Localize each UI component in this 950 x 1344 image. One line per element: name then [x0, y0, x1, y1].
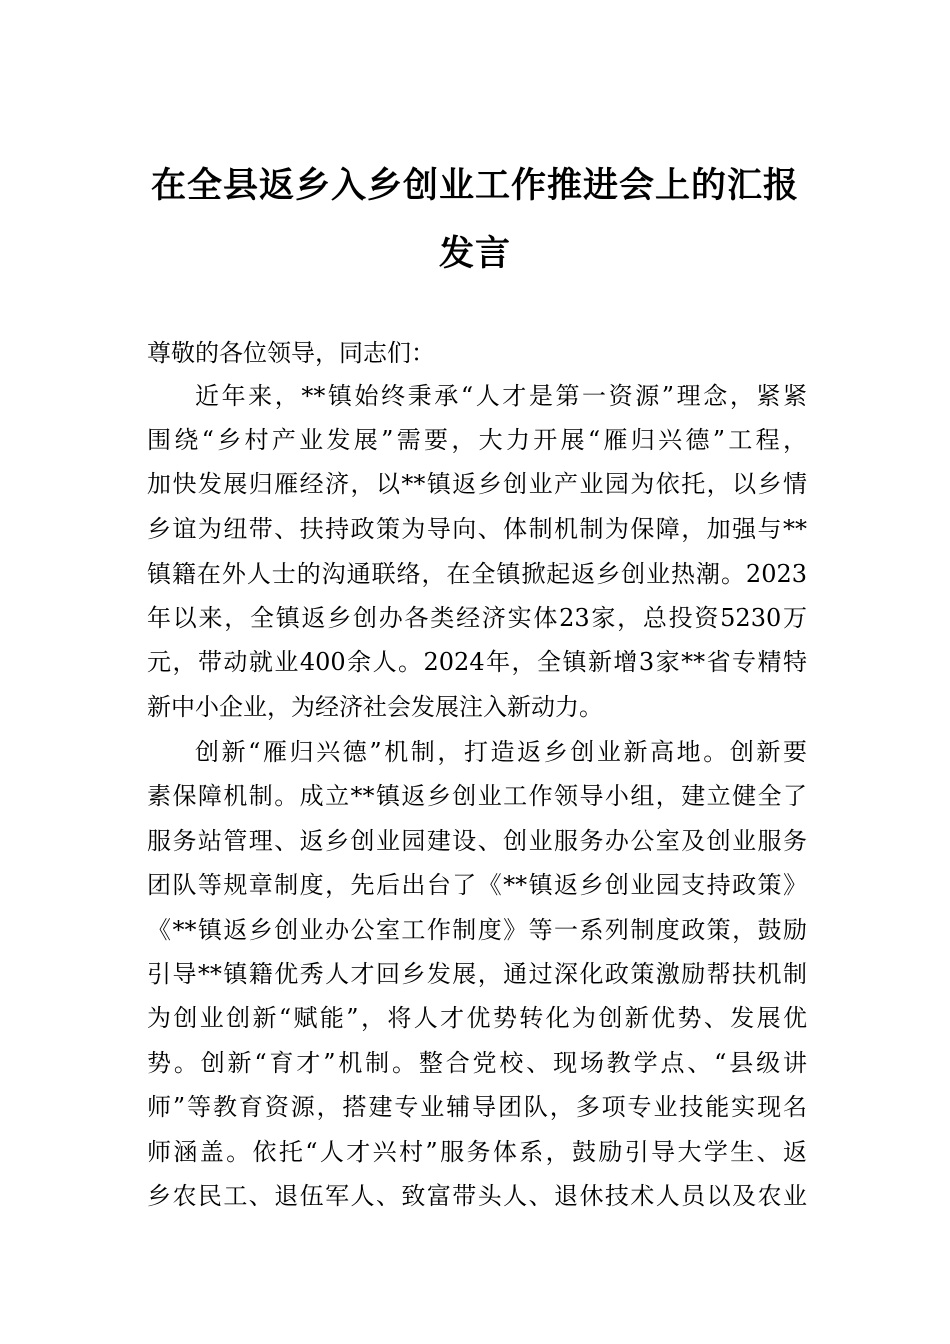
document-title-line-1: 在全县返乡入乡创业工作推进会上的汇报 [150, 165, 799, 206]
paragraph-line: 加快发展归雁经济，以**镇返乡创业产业园为依托，以乡情 [147, 470, 807, 498]
paragraph-line: 师”等教育资源，搭建专业辅导团队，多项专业技能实现名 [147, 1093, 807, 1121]
salutation: 尊敬的各位领导，同志们： [147, 339, 435, 367]
paragraph-line: 元，带动就业400余人。2024年，全镇新增3家**省专精特 [147, 648, 807, 676]
paragraph-line: 新中小企业，为经济社会发展注入新动力。 [147, 693, 603, 721]
paragraph-line: 近年来，**镇始终秉承“人才是第一资源”理念，紧紧 [195, 382, 807, 410]
paragraph-line: 服务站管理、返乡创业园建设、创业服务办公室及创业服务 [147, 827, 807, 855]
paragraph-line: 围绕“乡村产业发展”需要，大力开展“雁归兴德”工程， [147, 426, 807, 454]
paragraph-line: 镇籍在外人士的沟通联络，在全镇掀起返乡创业热潮。2023 [147, 560, 807, 588]
paragraph-line: 年以来，全镇返乡创办各类经济实体23家，总投资5230万 [147, 604, 807, 632]
paragraph-line: 乡谊为纽带、扶持政策为导向、体制机制为保障，加强与** [147, 515, 807, 543]
paragraph-line: 团队等规章制度，先后出台了《**镇返乡创业园支持政策》 [147, 871, 807, 899]
paragraph-line: 乡农民工、退伍军人、致富带头人、退休技术人员以及农业 [147, 1182, 807, 1210]
paragraph-line: 势。创新“育才”机制。整合党校、现场教学点、“县级讲 [147, 1049, 807, 1077]
paragraph-line: 素保障机制。成立**镇返乡创业工作领导小组，建立健全了 [147, 782, 807, 810]
paragraph-line: 师涵盖。依托“人才兴村”服务体系，鼓励引导大学生、返 [147, 1138, 807, 1166]
document-title-line-2: 发言 [438, 233, 511, 274]
paragraph-line: 为创业创新“赋能”，将人才优势转化为创新优势、发展优 [147, 1004, 807, 1032]
paragraph-line: 引导**镇籍优秀人才回乡发展，通过深化政策激励帮扶机制 [147, 960, 807, 988]
paragraph-line: 《**镇返乡创业办公室工作制度》等一系列制度政策，鼓励 [147, 916, 807, 944]
paragraph-line: 创新“雁归兴德”机制，打造返乡创业新高地。创新要 [195, 738, 807, 766]
